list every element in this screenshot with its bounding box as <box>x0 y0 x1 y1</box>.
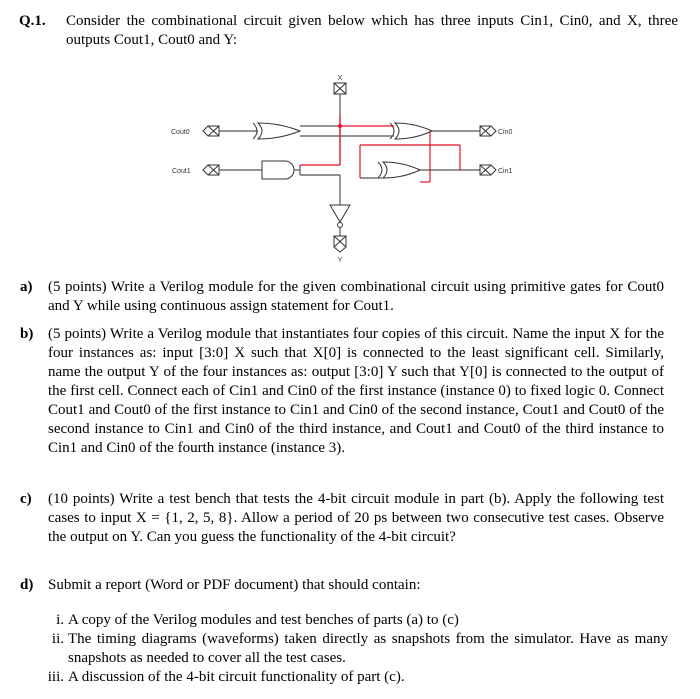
part-d-label: d) <box>20 577 34 593</box>
buffer-y-icon <box>330 205 350 228</box>
report-item-num: ii. <box>51 631 64 647</box>
part-d-text: Submit a report (Word or PDF document) that should contain: <box>48 577 421 593</box>
cout1-port-icon <box>203 165 219 175</box>
x-label: X <box>337 75 343 82</box>
report-item-text: The timing diagrams (waveforms) taken directly as snapshots from the simulator. Have as many snapshots as needed to cover all the test cases. <box>68 631 668 666</box>
cout1-label: Cout1 <box>172 168 191 175</box>
xor-gate-right-icon <box>390 123 432 139</box>
and-gate-cout1-icon <box>262 161 294 179</box>
cin1-label: Cin1 <box>498 168 513 175</box>
report-item-num: i. <box>56 612 64 628</box>
xor-gate-y-icon <box>378 162 420 178</box>
part-a-text: (5 points) Write a Verilog module for the given combinational circuit using primitive gates for Cout0 and Y while using continuous assign statement for Cout1. <box>48 279 664 314</box>
report-item-text: A copy of the Verilog modules and test benches of parts (a) to (c) <box>68 612 459 628</box>
part-c-text: (10 points) Write a test bench that tests the 4-bit circuit module in part (b). Apply the following test cases to input X = {1, 2, 5, 8}. Allow a period of 20 ps between two consecutive test cases. Observe the output on Y. Can you guess the functionality of the 4-bit circuit? <box>48 491 664 545</box>
circuit-diagram <box>0 66 700 276</box>
y-port-icon <box>334 236 346 252</box>
report-item-text: A discussion of the 4-bit circuit functionality of part (c). <box>68 669 405 685</box>
question-number: Q.1. <box>19 13 46 29</box>
cin0-label: Cin0 <box>498 129 513 136</box>
cin0-port-icon <box>480 126 496 136</box>
y-label: Y <box>337 257 343 264</box>
cout0-label: Cout0 <box>171 129 190 136</box>
part-a-label: a) <box>20 279 33 295</box>
part-c-label: c) <box>20 491 32 507</box>
x-port-icon <box>334 83 346 94</box>
xor-gate-cout0-icon <box>253 123 300 139</box>
part-b-label: b) <box>20 326 34 342</box>
report-item-num: iii. <box>47 669 64 685</box>
cin1-port-icon <box>480 165 496 175</box>
question-intro: Consider the combinational circuit given below which has three inputs Cin1, Cin0, and X, three outputs Cout1, Cout0 and Y: <box>66 13 678 48</box>
part-b-text: (5 points) Write a Verilog module that instantiates four copies of this circuit. Name the input X for the four instances as: input [3:0] X such that X[0] is connected to the least significant cell. Similarly, name the output Y of the four instances as: output [3:0] Y such that Y[0] is connected to the output of the first cell. Connect each of Cin1 and Cin0 of the first instance (instance 0) to fixed logic 0. Connect Cout1 and Cout0 of the first instance to Cin1 and Cin0 of the second instance, Cout1 and Cout0 of the second instance to Cin1 and Cin0 of the third instance, and Cout1 and Cout0 of the third instance to Cin1 and Cin0 of the fourth instance (instance 3). <box>48 326 664 456</box>
cout0-port-icon <box>203 126 219 136</box>
